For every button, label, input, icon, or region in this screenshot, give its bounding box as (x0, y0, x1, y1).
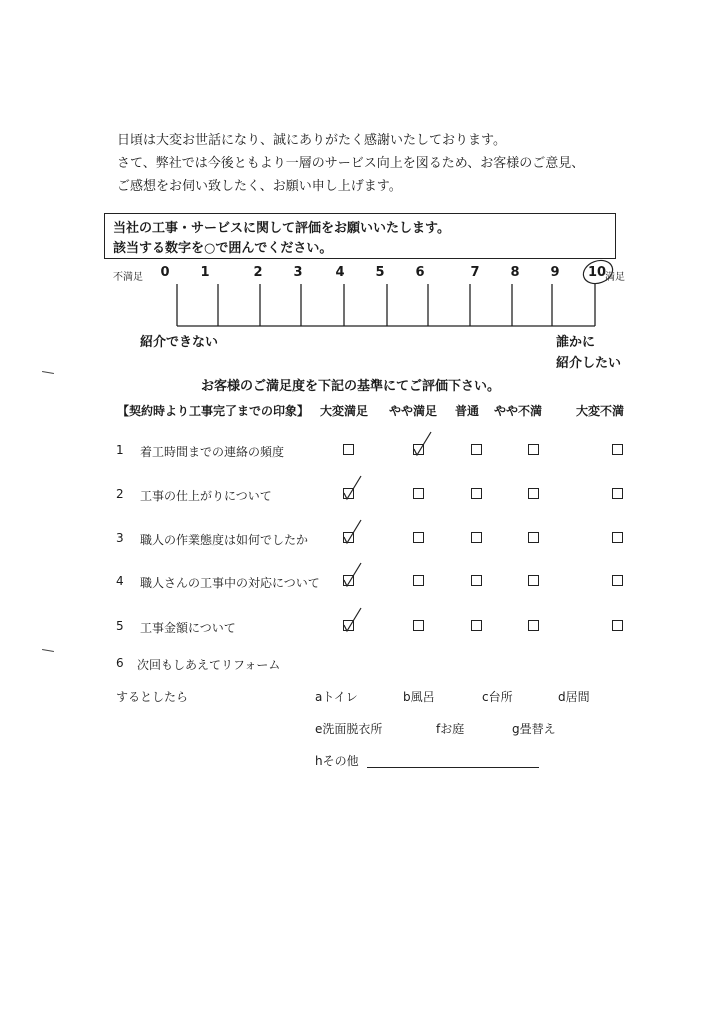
rating-instruction-line-2: 該当する数字を○で囲んでください。 (113, 241, 333, 256)
scale-number-2[interactable]: 2 (253, 265, 263, 280)
checkbox-q3-1[interactable] (343, 532, 354, 543)
checkbox-q5-2[interactable] (413, 620, 424, 631)
scale-number-7[interactable]: 7 (470, 265, 480, 280)
checkbox-q1-5[interactable] (612, 444, 623, 455)
checkbox-q4-1[interactable] (343, 575, 354, 586)
col-very-dissatisfied: 大変不満 (576, 404, 625, 418)
satisfaction-instruction: お客様のご満足度を下記の基準にてご評価下さい。 (201, 379, 501, 394)
scale-number-10[interactable]: 10 (587, 265, 607, 280)
checkbox-q5-4[interactable] (528, 620, 539, 631)
col-somewhat-dissatisfied: やや不満 (494, 404, 543, 418)
intro-line-3: ご感想をお伺い致したく、お願い申し上げます。 (117, 179, 402, 194)
scale-left-label: 不満足 (113, 272, 143, 283)
checkbox-q3-4[interactable] (528, 532, 539, 543)
question-4-text: 職人さんの工事中の対応について (140, 576, 320, 590)
intro-line-2: さて、弊社では今後ともより一層のサービス向上を図るため、お客様のご意見、 (117, 156, 585, 171)
option-e-washroom[interactable]: e洗面脱衣所 (315, 722, 383, 736)
option-a-toilet[interactable]: aトイレ (315, 690, 358, 704)
option-b-bath[interactable]: b風呂 (403, 690, 435, 704)
checkbox-q3-5[interactable] (612, 532, 623, 543)
question-4-number: 4 (116, 574, 124, 588)
checkbox-q1-4[interactable] (528, 444, 539, 455)
question-2-text: 工事の仕上がりについて (140, 489, 272, 503)
checkbox-q3-2[interactable] (413, 532, 424, 543)
question-2-number: 2 (116, 487, 124, 501)
checkbox-q2-2[interactable] (413, 488, 424, 499)
checkbox-q2-3[interactable] (471, 488, 482, 499)
option-h-other[interactable]: hその他 (315, 754, 359, 768)
scale-number-3[interactable]: 3 (293, 265, 303, 280)
scale-number-6[interactable]: 6 (415, 265, 425, 280)
col-very-satisfied: 大変満足 (320, 404, 369, 418)
checkbox-q4-5[interactable] (612, 575, 623, 586)
option-f-garden[interactable]: fお庭 (436, 722, 465, 736)
checkbox-q4-3[interactable] (471, 575, 482, 586)
scale-low-caption: 紹介できない (140, 335, 219, 350)
checkbox-q2-5[interactable] (612, 488, 623, 499)
checkbox-q2-1[interactable] (343, 488, 354, 499)
scale-number-5[interactable]: 5 (375, 265, 385, 280)
option-g-tatami[interactable]: g畳替え (512, 722, 556, 736)
scale-right-label: 満足 (605, 272, 625, 283)
other-answer-line[interactable] (367, 767, 539, 768)
col-neutral: 普通 (455, 404, 480, 418)
col-somewhat-satisfied: やや満足 (389, 404, 438, 418)
checkbox-q5-5[interactable] (612, 620, 623, 631)
checkbox-q2-4[interactable] (528, 488, 539, 499)
rating-instruction-box (104, 213, 616, 259)
scale-number-9[interactable]: 9 (550, 265, 560, 280)
question-6-text-2: するとしたら (116, 690, 189, 704)
scan-mark-bottom (42, 649, 54, 652)
checkbox-q1-1[interactable] (343, 444, 354, 455)
option-d-living[interactable]: d居間 (558, 690, 590, 704)
option-c-kitchen[interactable]: c台所 (482, 690, 513, 704)
scale-number-1[interactable]: 1 (200, 265, 210, 280)
question-3-number: 3 (116, 531, 124, 545)
question-1-number: 1 (116, 443, 124, 457)
checkbox-q4-4[interactable] (528, 575, 539, 586)
checkbox-q5-3[interactable] (471, 620, 482, 631)
question-1-text: 着工時間までの連絡の頻度 (140, 445, 285, 459)
intro-line-1: 日頃は大変お世話になり、誠にありがたく感謝いたしております。 (117, 133, 506, 148)
question-5-text: 工事金額について (140, 621, 236, 635)
question-5-number: 5 (116, 619, 124, 633)
checkbox-q1-3[interactable] (471, 444, 482, 455)
question-3-text: 職人の作業態度は如何でしたか (140, 533, 309, 547)
scale-number-8[interactable]: 8 (510, 265, 520, 280)
checkbox-q4-2[interactable] (413, 575, 424, 586)
scale-high-caption-2: 紹介したい (556, 356, 622, 371)
checkbox-q3-3[interactable] (471, 532, 482, 543)
checkbox-q5-1[interactable] (343, 620, 354, 631)
checkbox-q1-2[interactable] (413, 444, 424, 455)
scale-high-caption-1: 誰かに (556, 335, 596, 350)
question-6-number: 6 (116, 656, 124, 670)
scale-number-4[interactable]: 4 (335, 265, 345, 280)
rating-instruction-line-1: 当社の工事・サービスに関して評価をお願いいたします。 (113, 221, 450, 236)
scale-number-0[interactable]: 0 (160, 265, 170, 280)
scan-mark-top (42, 371, 54, 374)
question-6-text: 次回もしあえてリフォーム (137, 658, 281, 672)
satisfaction-header-label: 【契約時より工事完了までの印象】 (117, 404, 310, 418)
